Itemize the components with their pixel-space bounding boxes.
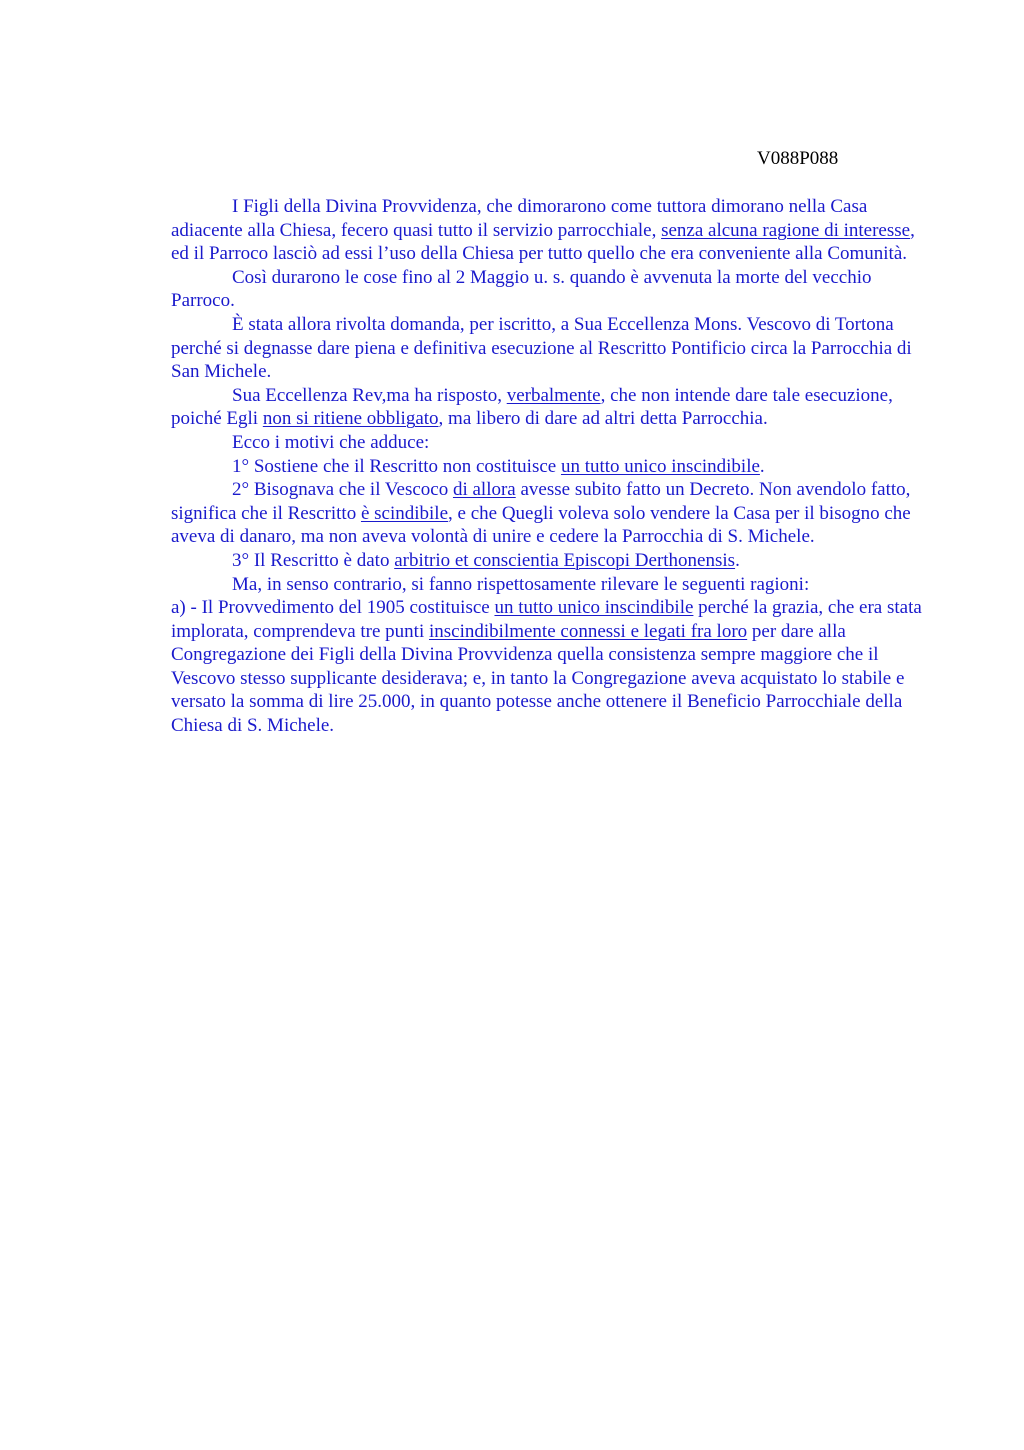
text-run: , ed il Parroco lasciò ad essi l’uso della Chiesa per tutto quello che era conveniente alla Comunità. [171, 219, 915, 265]
underlined-text: inscindibilmente connessi e legati fra loro [429, 620, 748, 642]
paragraph [171, 313, 931, 384]
text-run: . [759, 455, 765, 477]
list-item-3 [171, 549, 931, 573]
text-run: , che non intende dare tale esecuzione, poiché Egli [171, 384, 893, 430]
list-item-1 [171, 455, 931, 479]
paragraph-a [171, 596, 931, 738]
underlined-text: di allora [452, 479, 516, 501]
text-run: 3° Il Rescritto è dato [232, 549, 395, 571]
paragraph [171, 195, 931, 266]
paragraph [171, 266, 931, 313]
text-run: , ma libero di dare ad altri detta Parrocchia. [438, 408, 768, 430]
text-run: Ecco i motivi che adduce: [232, 431, 430, 453]
underlined-text: verbalmente [506, 384, 601, 406]
text-run: . [735, 549, 740, 571]
underlined-text: senza alcuna ragione di interesse [661, 219, 911, 241]
text-run: 2° Bisognava che il Vescoco [232, 479, 453, 501]
paragraph [171, 431, 931, 455]
underlined-text: non si ritiene obbligato [262, 408, 439, 430]
text-run: 1° Sostiene che il Rescritto non costituisce [232, 455, 561, 477]
underlined-text: un tutto unico inscindibile [560, 455, 760, 477]
text-run: perché la grazia, che era stata implorata, comprendeva tre punti [171, 597, 922, 642]
paragraph [171, 573, 931, 597]
text-run: , e che Quegli voleva solo vendere la Casa per il bisogno che aveva di danaro, ma non aveva volontà di unire e cedere la Parrocchia di S. Michele. [171, 502, 911, 548]
text-run: I Figli della Divina Provvidenza, che dimorarono come tuttora dimorano nella Casa adiacente alla Chiesa, fecero quasi tutto il servizio parrocchiale, [171, 196, 868, 241]
underlined-text: è scindibile [360, 502, 449, 524]
text-run: per dare alla Congregazione dei Figli della Divina Provvidenza quella consistenza sempre maggiore che il Vescovo stesso supplicante desiderava; e, in tanto la Congregazione aveva acquistato lo stabile e versato la somma di lire 25.000, in quanto potesse anche ottenere il Beneficio Parrocchiale della Chiesa di S. Michele. [171, 620, 905, 737]
list-item-2 [171, 478, 931, 549]
text-run: avesse subito fatto un Decreto. Non avendolo fatto, significa che il Rescritto [171, 479, 911, 524]
text-run: Sua Eccellenza Rev,ma ha risposto, [232, 384, 507, 406]
document-body [171, 195, 931, 738]
text-run: È stata allora rivolta domanda, per iscritto, a Sua Eccellenza Mons. Vescovo di Tortona perché si degnasse dare piena e definitiva esecuzione al Rescritto Pontificio circa la Parrocchia di San Michele. [171, 313, 912, 383]
underlined-text: un tutto unico inscindibile [494, 597, 694, 619]
paragraph [171, 384, 931, 431]
text-run: a) - Il Provvedimento del 1905 costituisce [171, 597, 495, 619]
document-id: V088P088 [757, 148, 839, 169]
text-run: Così durarono le cose fino al 2 Maggio u. s. quando è avvenuta la morte del vecchio Parroco. [171, 266, 872, 312]
underlined-text: arbitrio et conscientia Episcopi Derthonensis [394, 549, 736, 571]
text-run: Ma, in senso contrario, si fanno rispettosamente rilevare le seguenti ragioni: [232, 573, 810, 595]
